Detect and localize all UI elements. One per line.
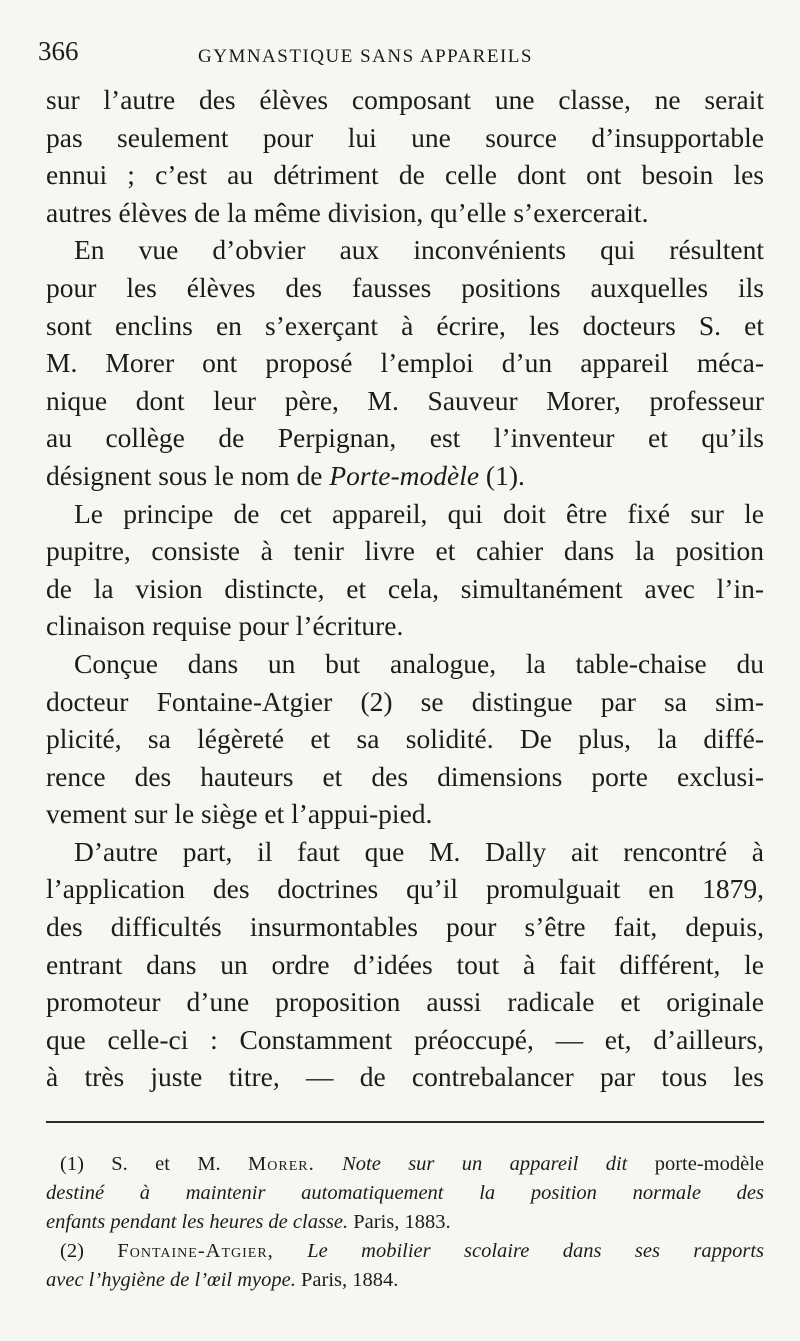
page-header [38,36,764,76]
footnote-1-line [46,1150,764,1179]
footnote-author: Morer. [248,1153,315,1175]
text-line: ennui ; c’est au détriment de celle dont ont besoin les [46,159,764,191]
footnote-title: avec l’hygiène de l’œil myope. [46,1269,296,1291]
text-line: à très juste titre, — de contrebalancer par tous les [46,1061,764,1093]
text-line: nique dont leur père, M. Sauveur Morer, professeur [46,384,764,416]
paragraph-start-line: D’autre part, il faut que M. Dally ait rencontré à [74,835,764,867]
text-line: que celle-ci : Constamment préoccupé, — et, d’ailleurs, [46,1023,764,1055]
footnote-1-line: destiné à maintenir automatiquement la position normale des [46,1182,764,1204]
text-line: autres élèves de la même division, qu’elle s’exercerait. [46,196,649,228]
text-line: pupitre, consiste à tenir livre et cahier dans la position [46,535,764,567]
footnote-marker: (2) [60,1240,118,1262]
footnote-marker: (1) S. et M. [60,1153,249,1175]
text-line: de la vision distincte, et cela, simultanément avec l’in- [46,572,764,604]
footnote-title: Le mobilier scolaire dans ses rapports [273,1240,764,1262]
footnote-title: enfants pendant les heures de classe. [46,1211,349,1233]
footnote-2-line [46,1237,764,1266]
text-segment: désignent sous le nom de [46,459,330,491]
footnote-divider [46,1121,764,1123]
text-line: clinaison requise pour l’écriture. [46,610,404,642]
text-line: promoteur d’une proposition aussi radicale et originale [46,986,764,1018]
device-name: Porte-modèle [329,459,480,491]
footnote-text: Paris, 1884. [295,1269,399,1291]
footnote-text: Paris, 1883. [348,1211,451,1233]
text-line: M. Morer ont proposé l’emploi d’un appareil méca- [46,347,764,379]
footnote-text: porte-modèle [627,1153,764,1175]
footnote-1-line [46,1208,764,1237]
text-line: sont enclins en s’exerçant à écrire, les docteurs S. et [46,309,764,341]
text-line: des difficultés insurmontables pour s’être fait, depuis, [46,911,764,943]
text-line: plicité, sa légèreté et sa solidité. De plus, la diffé- [46,723,764,755]
footnotes [46,1150,764,1295]
text-line: pas seulement pour lui une source d’insupportable [46,121,764,153]
page-number: 366 [38,36,79,66]
text-line: docteur Fontaine-Atgier (2) se distingue par sa sim- [46,685,764,717]
footnote-ref: (1). [479,459,525,491]
running-title: GYMNASTIQUE SANS APPAREILS [198,46,533,67]
footnote-author: Fontaine-Atgier, [117,1240,274,1262]
paragraph-start-line: En vue d’obvier aux inconvénients qui résultent [74,234,764,266]
body-text [46,81,764,1096]
text-line: rence des hauteurs et des dimensions porte exclusi- [46,760,764,792]
text-line: vement sur le siège et l’appui-pied. [46,798,433,830]
text-line [46,457,764,495]
text-line: sur l’autre des élèves composant une classe, ne serait [46,84,764,115]
text-line: l’application des doctrines qu’il promulguait en 1879, [46,873,764,905]
text-line: pour les élèves des fausses positions auxquelles ils [46,271,764,303]
footnote-2-line [46,1266,764,1295]
text-line: entrant dans un ordre d’idées tout à fait différent, le [46,948,764,980]
text-line: au collège de Perpignan, est l’inventeur et qu’ils [46,422,764,454]
paragraph-start-line: Conçue dans un but analogue, la table-chaise du [74,647,764,679]
paragraph-start-line: Le principe de cet appareil, qui doit être fixé sur le [74,497,764,529]
footnote-title: Note sur un appareil dit [314,1153,628,1175]
